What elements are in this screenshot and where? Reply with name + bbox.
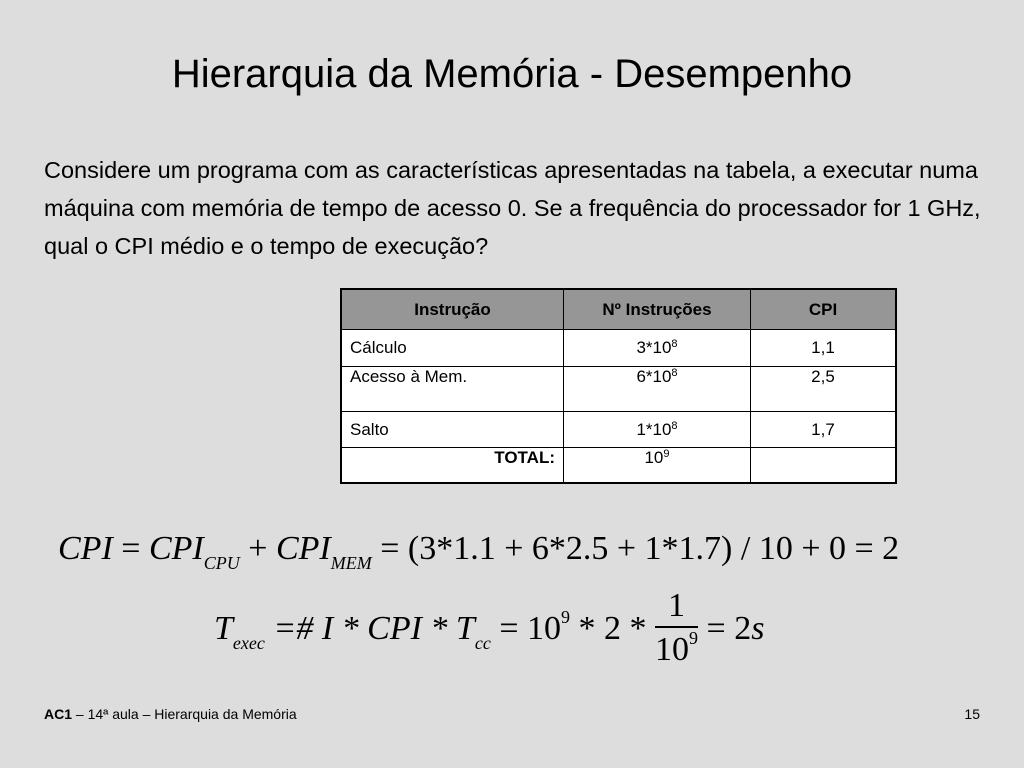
total-count: $10^9$	[564, 448, 751, 484]
total-cpi	[751, 448, 897, 484]
slide-title: Hierarquia da Memória - Desempenho	[171, 52, 853, 96]
table-total-row	[341, 448, 896, 484]
cell-count: $6*10^8$	[564, 367, 751, 412]
cell-count: $3*10^8$	[564, 330, 751, 367]
cell-instr: Salto	[341, 412, 564, 448]
table-row	[341, 330, 896, 367]
header-instrucao: Instrução	[341, 289, 564, 330]
cell-count: $1*10^8$	[564, 412, 751, 448]
page-number: 15	[964, 706, 980, 722]
cpi-equation: CPI = $CPI_{CPU} + CPI_{MEM} = (3*1.1 + 6*2.5 + 1*1.7) / 10 + 0 = 2$	[58, 530, 900, 573]
fraction: $\frac{1}{10^9}$	[655, 587, 699, 668]
instruction-table	[340, 288, 897, 484]
cell-cpi: 2,5	[751, 367, 897, 412]
total-label: TOTAL:	[341, 448, 564, 484]
cell-cpi: 1,7	[751, 412, 897, 448]
footer-course: AC1 – 14ª aula – Hierarquia da Memória	[44, 706, 297, 722]
table-row	[341, 367, 896, 412]
cell-instr: Acesso à Mem.	[341, 367, 564, 412]
question-text: Considere um programa com as características apresentadas na tabela, a executar numa máquina com memória de tempo de acesso 0. Se a frequência do processador for 1 GHz, qual o CPI médio e o tempo de execução?	[44, 157, 981, 259]
cell-cpi: 1,1	[751, 330, 897, 367]
header-cpi: CPI	[751, 289, 897, 330]
table-row	[341, 412, 896, 448]
cell-instr: Cálculo	[341, 330, 564, 367]
exec-time-equation: $T_{exec}$ =# I * CPI * $T_{cc} = 10^9 * 2$ * $\frac{1}{10^9}$ = 2s	[214, 586, 764, 676]
header-num-instrucoes: Nº Instruções	[564, 289, 751, 330]
table-header-row	[341, 289, 896, 330]
